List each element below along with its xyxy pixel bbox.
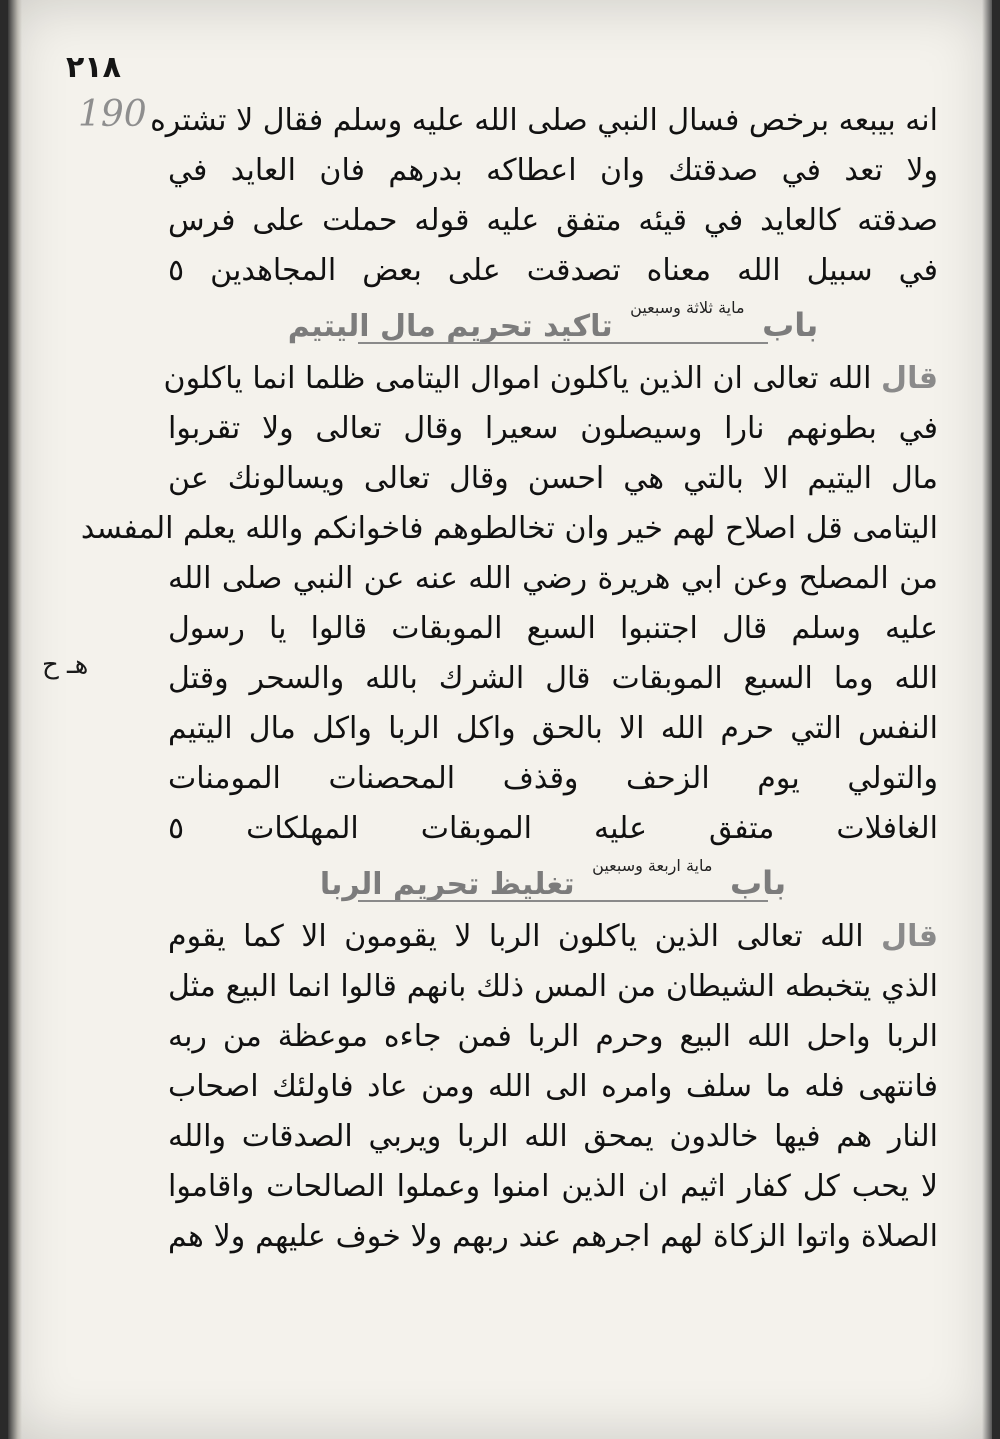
text-line: الصلاة واتوا الزكاة لهم اجرهم عند ربهم ولا خوف عليهم ولا هم [168, 1219, 938, 1254]
page-edge-shadow-right [982, 0, 992, 1439]
manuscript-page [8, 0, 992, 1439]
text-line: الذي يتخبطه الشيطان من المس ذلك بانهم قالوا انما البيع مثل [168, 969, 938, 1004]
text-line: في سبيل الله معناه تصدقت على بعض المجاهدين ٥ [168, 253, 938, 288]
text-line: الله وما السبع الموبقات قال الشرك بالله والسحر وقتل [168, 661, 938, 696]
heading-underline [358, 900, 768, 902]
pencil-folio-number: 190 [78, 94, 147, 135]
chapter-number: ماية ثلاثة وسبعين [630, 298, 745, 317]
text-line: قال الله تعالى الذين ياكلون الربا لا يقومون الا كما يقوم [168, 919, 938, 954]
chapter-heading-orphan-property [168, 296, 938, 354]
text-line: الربا واحل الله البيع وحرم الربا فمن جاءه موعظة من ربه [168, 1019, 938, 1054]
margin-note: هـ ح [42, 650, 89, 680]
chapter-title: تاكيد تحريم مال اليتيم [287, 309, 613, 344]
rubric-word: قال [881, 361, 938, 396]
text-line: صدقته كالعايد في قيئه متفق عليه قوله حملت على فرس [168, 203, 938, 238]
text-line: النار هم فيها خالدون يمحق الله الربا ويربي الصدقات والله [168, 1119, 938, 1154]
text-line: ولا تعد في صدقتك وان اعطاكه بدرهم فان العايد في [168, 153, 938, 188]
text-line: انه بيبعه برخص فسال النبي صلى الله عليه وسلم فقال لا تشتره [150, 103, 938, 138]
chapter-title: تغليظ تحريم الربا [319, 867, 575, 902]
text-line: لا يحب كل كفار اثيم ان الذين امنوا وعملوا الصالحات واقاموا [168, 1169, 938, 1204]
text-line: قال الله تعالى ان الذين ياكلون اموال اليتامى ظلما انما ياكلون [163, 361, 938, 396]
text-line: الغافلات متفق عليه الموبقات المهلكات ٥ [168, 811, 938, 846]
text-line: مال اليتيم الا بالتي هي احسن وقال تعالى ويسالونك عن [168, 461, 938, 496]
chapter-label: باب [729, 864, 787, 902]
chapter-label: باب [762, 306, 819, 344]
text-line: والتولي يوم الزحف وقذف المحصنات المومنات [168, 761, 938, 796]
text-line: من المصلح وعن ابي هريرة رضي الله عنه عن النبي صلى الله [168, 561, 938, 596]
chapter-heading-usury [168, 854, 938, 912]
chapter-number: ماية اربعة وسبعين [592, 856, 713, 875]
heading-underline [358, 342, 768, 344]
folio-number: ٢١٨ [66, 50, 121, 85]
text-line: اليتامى قل اصلاح لهم خير وان تخالطوهم فاخوانكم والله يعلم المفسد [80, 511, 938, 546]
text-line: عليه وسلم قال اجتنبوا السبع الموبقات قالوا يا رسول [168, 611, 938, 646]
page-edge-shadow-left [8, 0, 22, 1439]
rubric-word: قال [881, 919, 938, 954]
text-line: في بطونهم نارا وسيصلون سعيرا وقال تعالى ولا تقربوا [168, 411, 938, 446]
text-line: النفس التي حرم الله الا بالحق واكل الربا واكل مال اليتيم [168, 711, 938, 746]
text-line: فانتهى فله ما سلف وامره الى الله ومن عاد فاولئك اصحاب [168, 1069, 938, 1104]
